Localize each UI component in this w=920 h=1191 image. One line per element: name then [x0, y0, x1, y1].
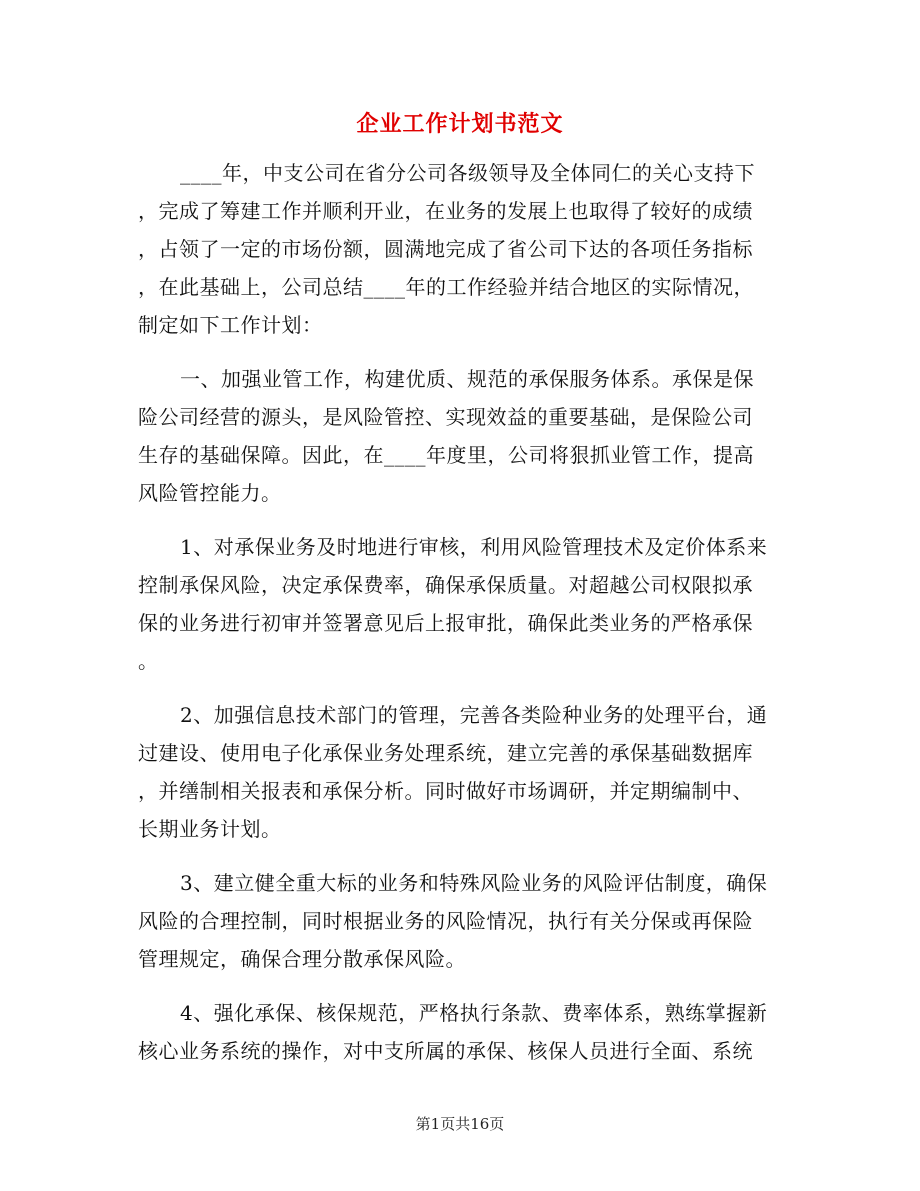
paragraph-line: ，完成了筹建工作并顺利开业，在业务的发展上也取得了较好的成绩	[138, 199, 753, 223]
page-number: 第1页共16页	[415, 1115, 505, 1133]
paragraph-line: 险公司经营的源头，是风险管控、实现效益的重要基础，是保险公司	[138, 405, 753, 429]
paragraph-line: 2、加强信息技术部门的管理，完善各类险种业务的处理平台，通	[180, 703, 768, 727]
paragraph-line: 控制承保风险，决定承保费率，确保承保质量。对超越公司权限拟承	[138, 573, 753, 597]
paragraph-line: 过建设、使用电子化承保业务处理系统，建立完善的承保基础数据库	[138, 741, 753, 765]
document-title: 企业工作计划书范文	[356, 111, 564, 137]
paragraph-line: 保的业务进行初审并签署意见后上报审批，确保此类业务的严格承保	[138, 611, 753, 635]
paragraph-gap	[138, 512, 778, 528]
paragraph-line: 一、加强业管工作，构建优质、规范的承保服务体系。承保是保	[180, 367, 754, 391]
paragraph-line: 4、强化承保、核保规范，严格执行条款、费率体系，熟练掌握新	[180, 1001, 768, 1025]
paragraph-line: 风险的合理控制，同时根据业务的风险情况，执行有关分保或再保险	[138, 909, 753, 933]
paragraph-line: 长期业务计划。	[138, 817, 282, 841]
paragraph-gap	[138, 344, 778, 360]
document-body	[138, 154, 778, 1070]
paragraph-line: 风险管控能力。	[138, 481, 282, 505]
paragraph-line: ，占领了一定的市场份额，圆满地完成了省公司下达的各项任务指标	[138, 237, 753, 261]
paragraph-line: 核心业务系统的操作，对中支所属的承保、核保人员进行全面、系统	[138, 1039, 753, 1063]
paragraph-gap	[138, 680, 778, 696]
paragraph-line: 生存的基础保障。因此，在____年度里，公司将狠抓业管工作，提高	[138, 443, 754, 467]
paragraph-line: 制定如下工作计划：	[138, 313, 323, 337]
paragraph-line: 管理规定，确保合理分散承保风险。	[138, 947, 466, 971]
paragraph-line: ，在此基础上，公司总结____年的工作经验并结合地区的实际情况，	[138, 275, 754, 299]
paragraph-line: 1、对承保业务及时地进行审核，利用风险管理技术及定价体系来	[180, 535, 768, 559]
paragraph-line: 3、建立健全重大标的业务和特殊风险业务的风险评估制度，确保	[180, 871, 768, 895]
paragraph-gap	[138, 848, 778, 864]
paragraph-line: ，并缮制相关报表和承保分析。同时做好市场调研，并定期编制中、	[138, 779, 753, 803]
paragraph-line: ____年，中支公司在省分公司各级领导及全体同仁的关心支持下	[180, 161, 755, 185]
paragraph-gap	[138, 978, 778, 994]
paragraph-line: 。	[138, 649, 159, 673]
